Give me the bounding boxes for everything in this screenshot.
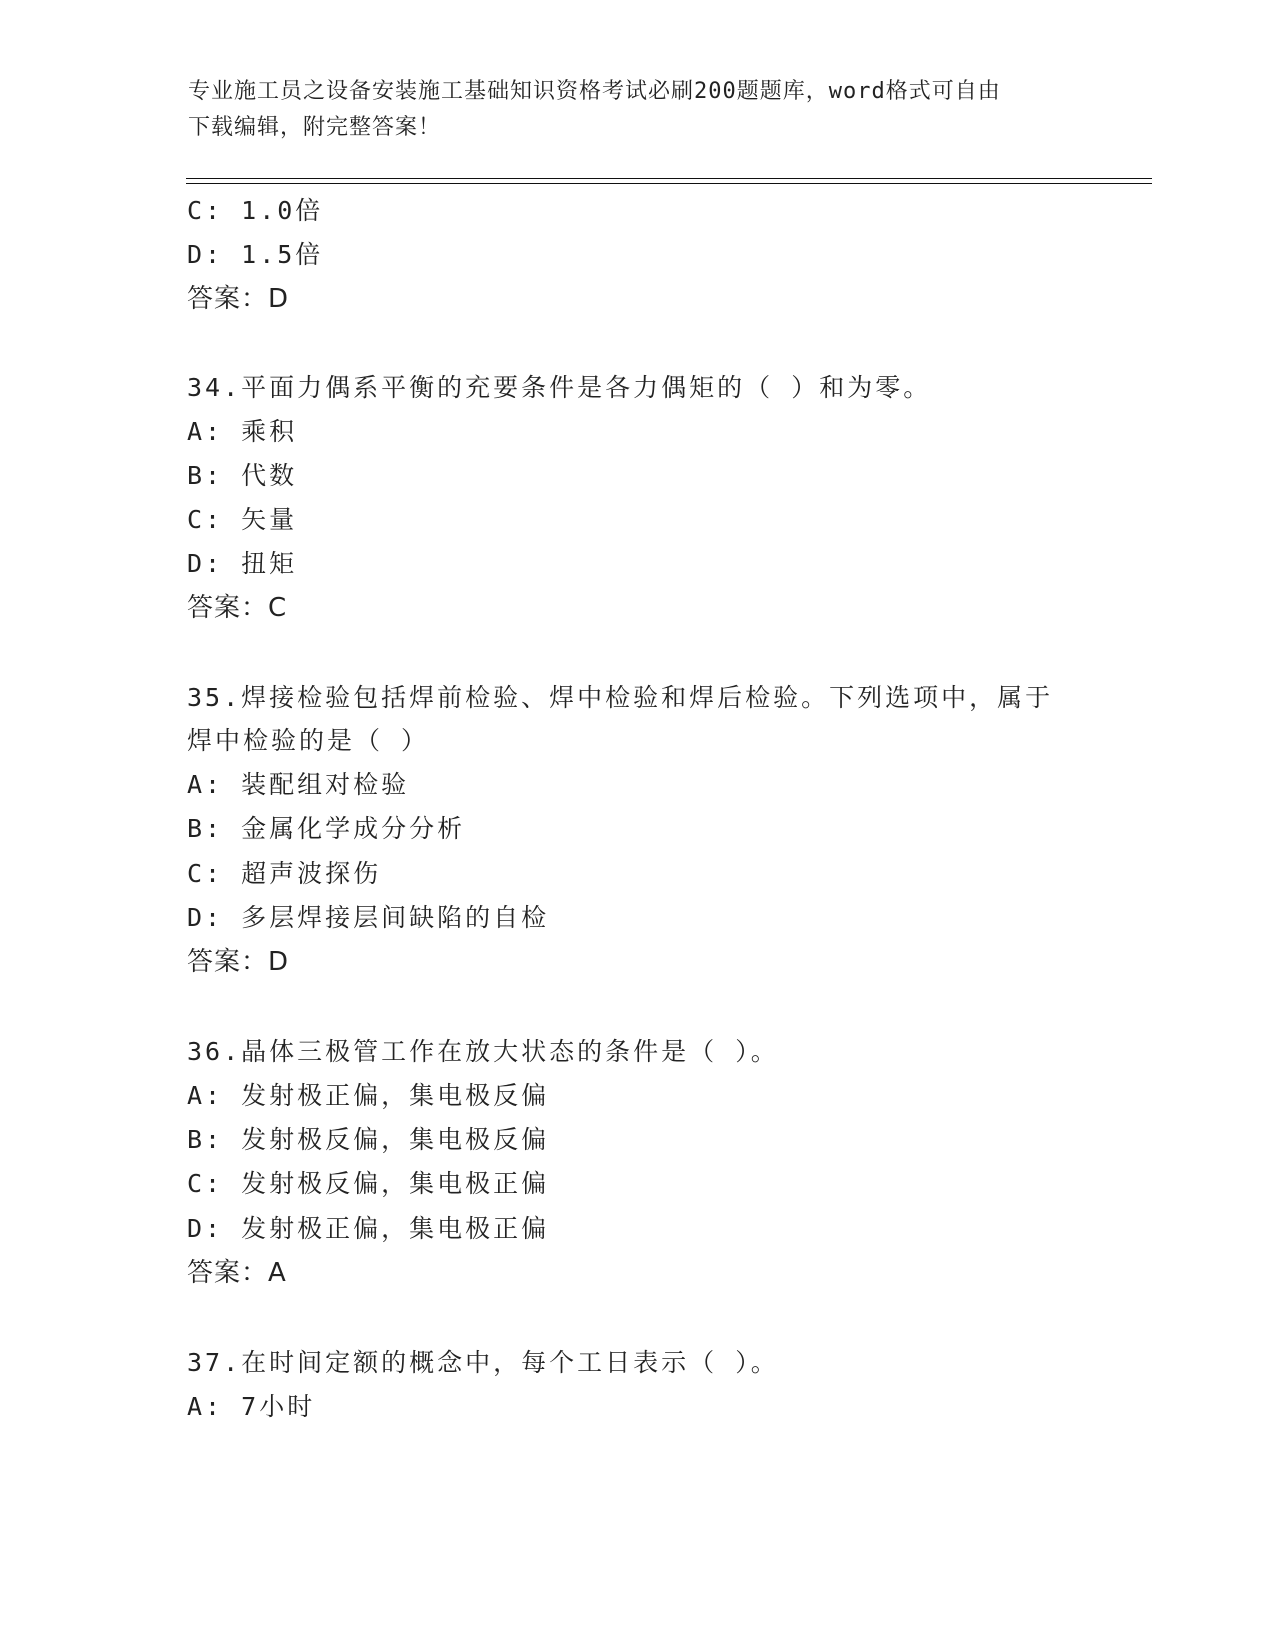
q35-option-c: C: 超声波探伤 xyxy=(187,859,382,888)
header-title-line-1: 专业施工员之设备安装施工基础知识资格考试必刷200题题库，word格式可自由 xyxy=(188,79,1001,104)
q34-stem: 34.平面力偶系平衡的充要条件是各力偶矩的（ ）和为零。 xyxy=(187,373,932,402)
q36-option-b: B: 发射极反偏，集电极反偏 xyxy=(187,1125,550,1154)
q35-option-d: D: 多层焊接层间缺陷的自检 xyxy=(187,903,550,932)
q35-stem-line-1: 35.焊接检验包括焊前检验、焊中检验和焊后检验。下列选项中，属于 xyxy=(187,683,1054,712)
q36-option-d: D: 发射极正偏，集电极正偏 xyxy=(187,1214,550,1243)
q37-stem: 37.在时间定额的概念中，每个工日表示（ ）。 xyxy=(187,1348,779,1377)
q35-option-a: A: 装配组对检验 xyxy=(187,770,410,799)
header-title-line-2: 下载编辑，附完整答案！ xyxy=(188,115,442,140)
q33-option-c: C: 1.0倍 xyxy=(187,196,324,225)
q33-answer: 答案：D xyxy=(187,284,290,314)
q36-stem: 36.晶体三极管工作在放大状态的条件是（ ）。 xyxy=(187,1037,779,1066)
q37-option-a: A: 7小时 xyxy=(187,1392,316,1421)
q35-stem-line-2: 焊中检验的是（ ） xyxy=(187,726,430,755)
q34-option-b: B: 代数 xyxy=(187,461,298,490)
q36-answer: 答案：A xyxy=(187,1258,287,1288)
q35-answer: 答案：D xyxy=(187,947,290,977)
q33-option-d: D: 1.5倍 xyxy=(187,240,324,269)
q34-answer: 答案：C xyxy=(187,593,288,623)
q35-option-b: B: 金属化学成分分析 xyxy=(187,814,466,843)
q34-option-c: C: 矢量 xyxy=(187,505,298,534)
q34-option-a: A: 乘积 xyxy=(187,417,298,446)
q36-option-c: C: 发射极反偏，集电极正偏 xyxy=(187,1169,550,1198)
q36-option-a: A: 发射极正偏，集电极反偏 xyxy=(187,1081,550,1110)
q34-option-d: D: 扭矩 xyxy=(187,549,298,578)
